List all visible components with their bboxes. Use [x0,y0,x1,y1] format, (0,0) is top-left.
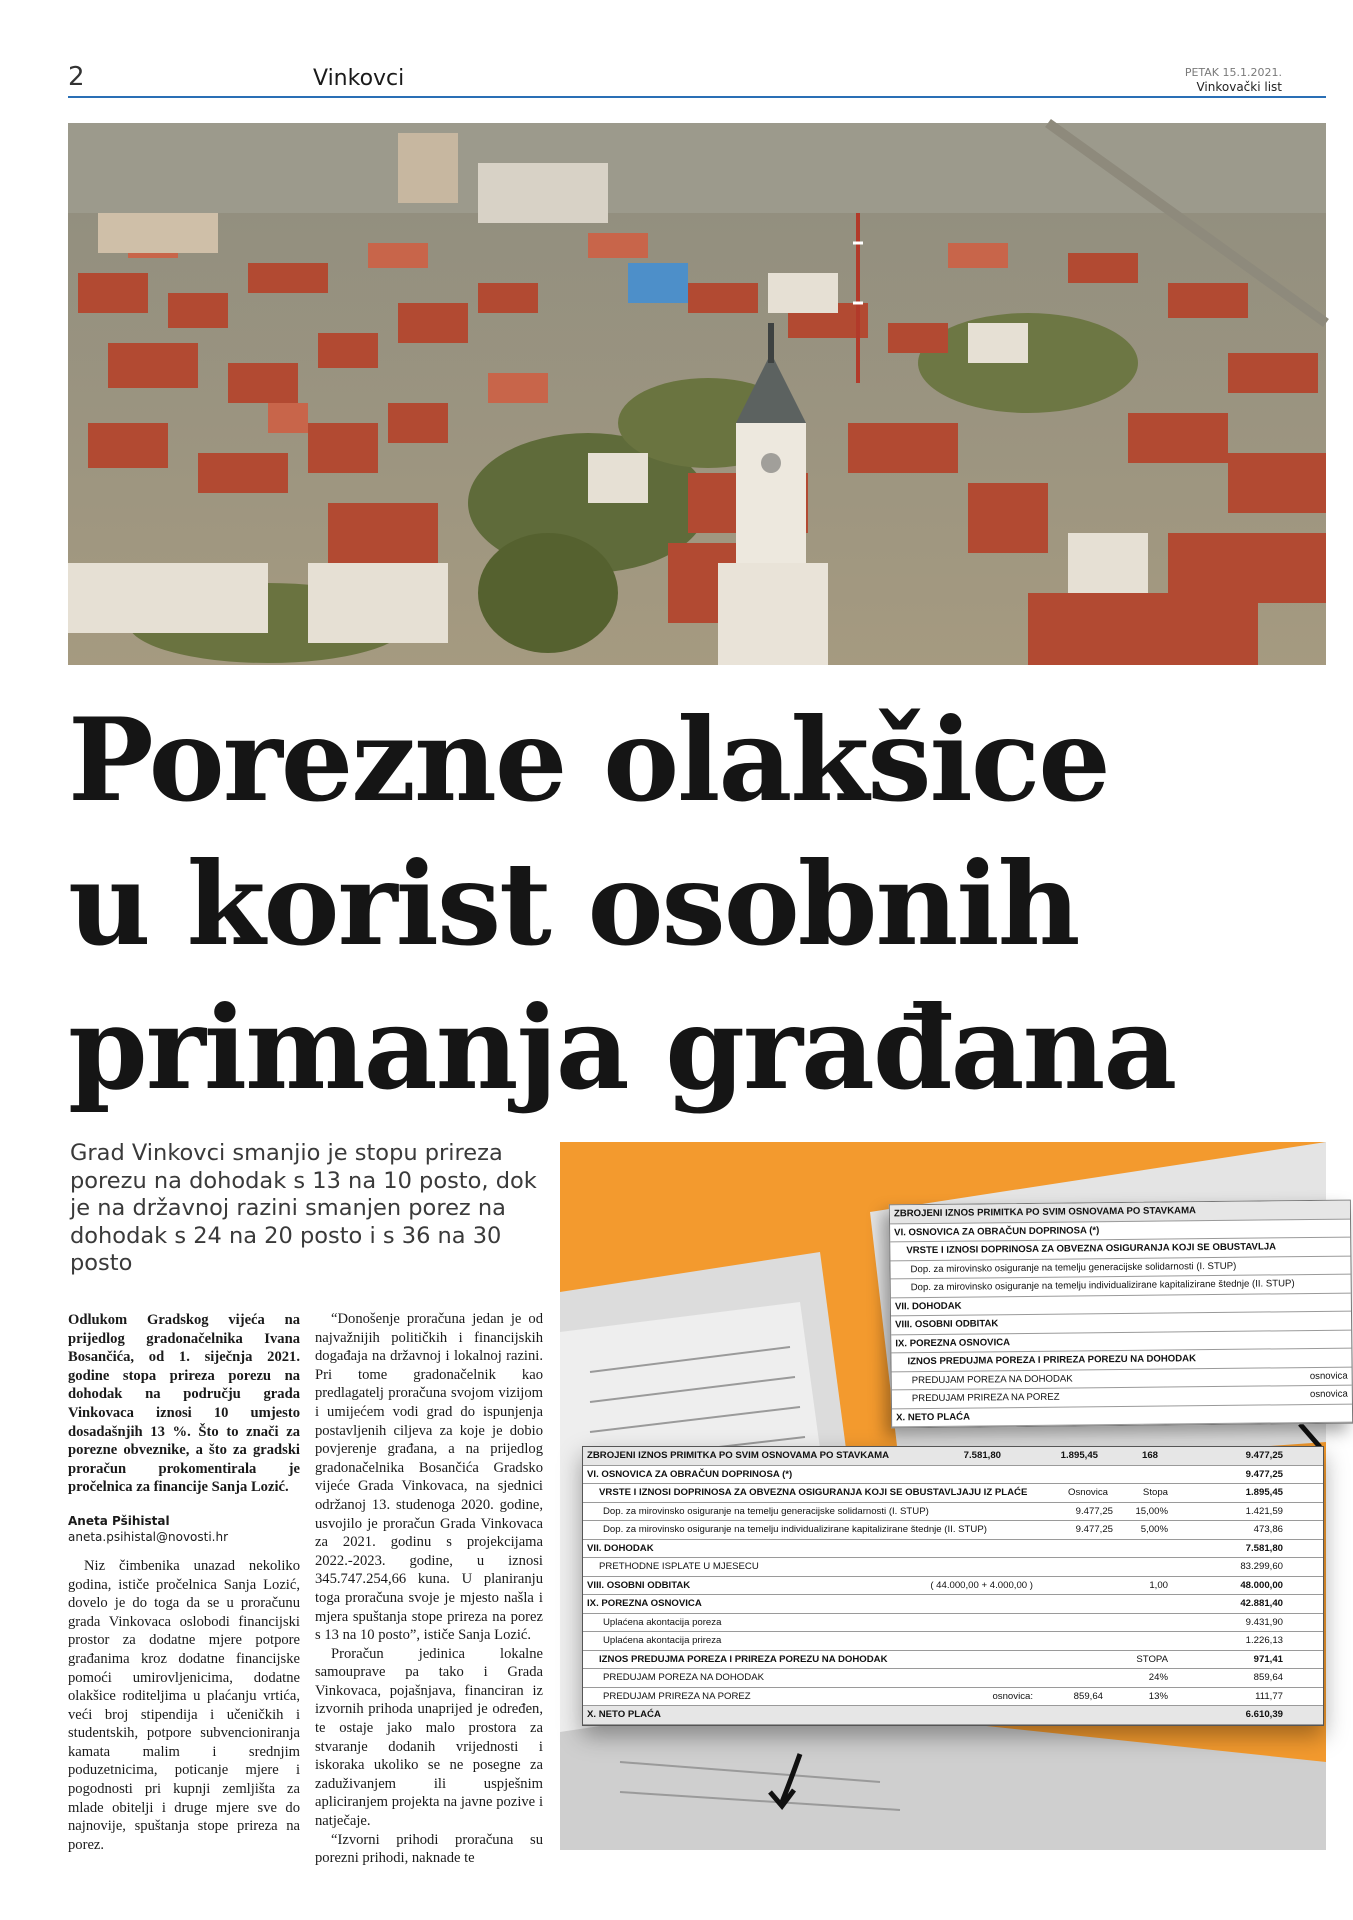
form-row-income-tax [583,1669,1323,1688]
form-cell-d: 9.431,90 [1245,1616,1283,1628]
form-back-row: VII. DOHODAK [891,1293,1351,1316]
form-cell-d: 83.299,60 [1240,1561,1283,1572]
form-row-label: IX. POREZNA OSNOVICA [587,1598,702,1609]
form-row-total-income [583,1447,1323,1466]
form-cell-d: 111,77 [1255,1690,1283,1702]
form-row-contributions [583,1484,1323,1503]
form-back-label: PREDUJAM PRIREZA NA POREZ [911,1391,1060,1405]
section-title: Vinkovci [313,66,405,91]
form-row-label: VI. OSNOVICA ZA OBRAČUN DOPRINOSA (*) [587,1468,793,1480]
author-email: aneta.psihistal@novosti.hr [68,1529,229,1544]
form-row-pension-2 [583,1521,1323,1540]
form-row-paid-surtax [583,1632,1323,1651]
form-back-osnovica: osnovica [1309,1370,1348,1382]
article-paragraph-4: “Izvorni prihodi proračuna su porezni prihodi, naknade te [315,1831,543,1867]
form-cell-c: 168 [1141,1450,1158,1461]
form-cell-d: 9.477,25 [1245,1468,1283,1480]
form-row-contribution-base [583,1466,1323,1485]
form-back-row: IX. POREZNA OSNOVICA [891,1330,1351,1353]
article-lead: Odlukom Gradskog vijeća na prijedlog gradonačelnika Ivana Bosančića, od 1. siječnja 2021. godine stopa prireza porezu na dohodak na području grada Vinkovaca iznosi 10 umjesto dosadašnjih 13 %. Što to znači za porezne obveznike, a što za gradski proračun prokomentirala je pročelnica za financije Sanja Lozić. [68,1312,300,1496]
form-row-previous-payments [583,1558,1323,1577]
tax-form-back [889,1200,1353,1429]
form-row-label: IZNOS PREDUJMA POREZA I PRIREZA POREZU NA DOHODAK [599,1653,888,1665]
form-back-row: VIII. OSOBNI ODBITAK [891,1312,1351,1335]
header-divider [68,96,1326,98]
form-back-row: Dop. za mirovinsko osiguranje na temelju individualizirane kapitalizirane štednje (II. STUP) [891,1275,1351,1298]
form-row-label: ZBROJENI IZNOS PRIMITKA PO SVIM OSNOVAMA PO STAVKAMA [587,1450,890,1461]
form-row-label: VRSTE I IZNOSI DOPRINOSA ZA OBVEZNA OSIGURANJA KOJI SE OBUSTAVLJAJU IZ PLAĆE [599,1487,1028,1498]
author-name: Aneta Pšihistal [68,1513,170,1528]
form-cell-d: 42.881,40 [1240,1598,1283,1609]
form-cell-d: 971,41 [1253,1653,1283,1665]
form-back-row: VRSTE I IZNOSI DOPRINOSA ZA OBVEZNA OSIGURANJA KOJI SE OBUSTAVLJA [890,1238,1350,1261]
headline-line-3: primanja građana [68,981,1176,1115]
form-cell-b: 859,64 [1073,1690,1103,1702]
newspaper-name: Vinkovački list [1196,80,1282,94]
form-back-row: VI. OSNOVICA ZA OBRAČUN DOPRINOSA (*) [890,1219,1350,1242]
form-back-row: X. NETO PLAĆA [892,1404,1352,1427]
form-cell-c: 24% [1148,1672,1168,1683]
form-cell-c: 5,00% [1140,1524,1168,1535]
form-row-label: Uplaćena akontacija poreza [603,1616,722,1628]
form-row-label: PREDUJAM POREZA NA DOHODAK [603,1672,764,1683]
issue-date: PETAK 15.1.2021. [1184,66,1282,79]
form-back-osnovica: osnovica [1309,1388,1348,1401]
form-row-net-salary [583,1706,1323,1725]
form-cell-d: 7.581,80 [1245,1542,1283,1554]
form-row-label: Dop. za mirovinsko osiguranje na temelju generacijske solidarnosti (I. STUP) [603,1505,929,1517]
form-row-label: VIII. OSOBNI ODBITAK [587,1579,691,1591]
form-back-row: Dop. za mirovinsko osiguranje na temelju generacijske solidarnosti (I. STUP) [890,1256,1350,1279]
form-cell-d: 1.421,59 [1245,1505,1283,1517]
form-cell-b: 9.477,25 [1075,1524,1113,1535]
form-cell-d: 6.610,39 [1245,1709,1283,1720]
form-cell-c: 15,00% [1135,1505,1168,1517]
article-paragraph-3: Proračun jedinica lokalne samouprave pa tako i Grada Vinkovaca, pojašnjava, financiran iz izvornih prihoda unaprijed je određen, te ostaje jako malo prostora za stvaranje dodanih vrijednosti i iskoraka ukoliko se ne posegne za zaduživanjem ili uspješnim apliciranjem projekta na javne pozive i natječaje. [315,1645,543,1830]
headline-line-2: u korist osobnih [68,837,1079,971]
article-paragraph-1: Niz čimbenika unazad nekoliko godina, ističe pročelnica Sanja Lozić, dovelo je do toga da se u proračunu grada Vinkovaca oslobodi financijski prostor za dodatne mjere potpore građanima kroz dodatne financijske pomoći umirovljenicima, dodatne olakšice roditeljima u plaćanju vrtića, veći broj stipendija i učeničkih i studentskih, potpore subvencioniranja kamata malim i srednjim poduzetnicima, poticanje mjere i pogodnosti pri kupnji zemljišta za mlade obitelji i druge mjere sve do najnovije, spuštanja stope prireza na porez. [68,1557,300,1853]
headline-line-1: Porezne olakšice [68,693,1109,827]
form-row-personal-allowance [583,1577,1323,1596]
form-cell-d: 48.000,00 [1240,1579,1283,1591]
form-cell-c: STOPA [1136,1653,1168,1665]
article-column-1 [68,1311,300,1854]
article-column-2 [315,1310,543,1868]
form-row-tax-base [583,1595,1323,1614]
headline [68,688,1326,1120]
article-paragraph-2: “Donošenje proračuna jedan je od najvažnijih političkih i financijskih događaja na državnoj i lokalnoj razini. Pri tome gradonačelnik kao predlagatelj proračuna svojom vizijom i umijećem vodi grad do ispunjenja postavljenih ciljeva za koje je dobio povjerenje građana, a na prijedlog gradonačelnika Bosančića Gradsko vijeće Grada Vinkovaca, na sjednici održanoj 13. studenoga 2020. godine, usvojilo je proračun Grada Vinkovaca za 2021. godinu s projekcijama 2022.-2023. godine, u iznosi 345.747.254,66 kuna. U planiranju toga proračuna svoje je mjesto našla i mjera spuštanja stope prireza na porez s 13 na 10 posto”, ističe Sanja Lozić. [315,1311,543,1644]
form-cell-c: 1,00 [1149,1579,1168,1591]
tax-form-front [582,1446,1324,1726]
form-cell-d: 1.895,45 [1245,1487,1283,1498]
form-cell-b: 1.895,45 [1060,1450,1098,1461]
form-row-label: Dop. za mirovinsko osiguranje na temelju individualizirane kapitalizirane štednje (II. STUP) [603,1524,987,1535]
form-cell-c: Stopa [1142,1487,1168,1498]
form-cell-a: osnovica: [992,1690,1033,1702]
form-row-tax-advance [583,1651,1323,1670]
aerial-city-illustration [68,123,1326,665]
form-row-label: PREDUJAM PRIREZA NA POREZ [603,1690,751,1702]
form-row-label: Uplaćena akontacija prireza [603,1635,722,1646]
form-row-label: X. NETO PLAĆA [587,1709,661,1720]
form-back-label: PREDUJAM POREZA NA DOHODAK [911,1373,1073,1386]
form-cell-b: Osnovica [1068,1487,1108,1498]
form-row-paid-tax [583,1614,1323,1633]
form-row-label: VII. DOHODAK [587,1542,654,1554]
form-cell-d: 473,86 [1253,1524,1283,1535]
form-cell-c: 13% [1148,1690,1168,1702]
form-back-row: ZBROJENI IZNOS PRIMITKA PO SVIM OSNOVAMA PO STAVKAMA [890,1201,1350,1224]
form-cell-d: 1.226,13 [1245,1635,1283,1646]
deck-subheading: Grad Vinkovci smanjio je stopu prireza porezu na dohodak s 13 na 10 posto, dok je na državnoj razini smanjen porez na dohodak s 24 na 20 posto i s 36 na 30 posto [70,1140,537,1276]
form-back-row: IZNOS PREDUJMA POREZA I PRIREZA POREZU NA DOHODAK [891,1349,1351,1372]
form-cell-b: 9.477,25 [1075,1505,1113,1517]
form-row-income [583,1540,1323,1559]
page-number: 2 [68,62,85,92]
form-row-surtax [583,1688,1323,1707]
form-cell-d: 9.477,25 [1245,1450,1283,1461]
form-row-pension-1 [583,1503,1323,1522]
form-cell-a: 7.581,80 [963,1450,1001,1461]
form-row-label: PRETHODNE ISPLATE U MJESECU [599,1561,759,1572]
tax-form-photo [560,1142,1348,1850]
aerial-city-photo [68,123,1326,665]
form-cell-d: 859,64 [1253,1672,1283,1683]
form-cell-a: ( 44.000,00 + 4.000,00 ) [930,1579,1033,1591]
